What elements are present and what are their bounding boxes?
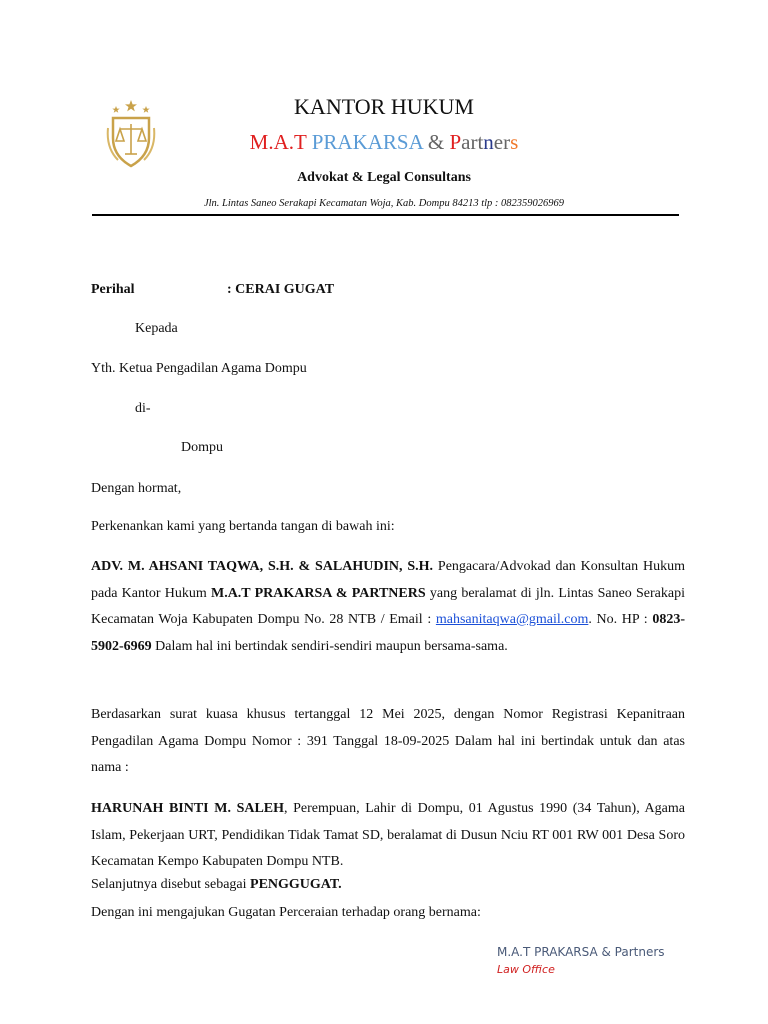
counsel-phone: 0823-5902-6969 [91,612,685,654]
recipient-di: di- [135,401,151,416]
firm-name [0,130,768,155]
firm-name-er: er [493,130,511,154]
counsel-text-1: Pengacara/Advokad dan Konsultan Hukum pada Kantor Hukum [91,559,685,601]
plaintiff-role-text: Selanjutnya disebut sebagai [91,877,251,892]
intro-text: Perkenankan kami yang bertanda tangan di bawah ini: [91,519,395,534]
letterhead-divider [92,214,679,216]
counsel-text-4: Dalam hal ini bertindak sendiri-sendiri maupun bersama-sama. [151,638,508,654]
counsel-names: ADV. M. AHSANI TAQWA, S.H. & SALAHUDIN, S.H. [91,559,434,574]
plaintiff-details: , Perempuan, Lahir di Dompu, 01 Agustus 1990 (34 Tahun), Agama Islam, Pekerjaan URT, Pendidikan Tidak Tamat SD, beralamat di Dusun Nciu RT 001 RW 001 Desa Soro Kecamatan Kempo Kabupaten Dompu NTB. [91,801,685,869]
counsel-text-2: yang beralamat di jln. Lintas Saneo Serakapi Kecamatan Woja Kabupaten Dompu No. 28 NTB / Email : [91,585,685,627]
firm-name-art: art [461,130,484,154]
footer-law-office: Law Office [497,963,555,976]
plaintiff-role: PENGGUGAT. [250,877,342,892]
counsel-firm: M.A.T PRAKARSA & PARTNERS [210,585,426,601]
firm-name-prakarsa: PRAKARSA [311,130,423,154]
footer-firm: M.A.T PRAKARSA & Partners [497,945,665,959]
firm-address: Jln. Lintas Saneo Serakapi Kecamatan Woja, Kab. Dompu 84213 tlp : 082359026969 [203,198,565,209]
firm-name-mat: M.A.T [249,130,307,154]
perihal-value: : CERAI GUGAT [227,282,335,297]
plaintiff-role-line [91,877,342,893]
firm-name-s: s [510,130,519,154]
perihal-label: Perihal [91,282,135,297]
recipient-kepada: Kepada [135,321,178,336]
counsel-text-3: . No. HP : [588,612,653,627]
lawsuit-intro: Dengan ini mengajukan Gugatan Perceraian terhadap orang bernama: [91,905,481,920]
firm-name-n: n [483,130,494,154]
counsel-paragraph [91,554,685,660]
plaintiff-paragraph [91,796,685,876]
letterhead-title: KANTOR HUKUM [294,94,474,119]
plaintiff-name: HARUNAH BINTI M. SALEH [91,801,285,816]
power-of-attorney-paragraph: Berdasarkan surat kuasa khusus tertanggal 12 Mei 2025, dengan Nomor Registrasi Kepanitraan Pengadilan Agama Dompu Nomor : 391 Tanggal 18-09-2025 Dalam hal ini bertindak untuk dan atas nama : [91,707,685,775]
recipient-yth: Yth. Ketua Pengadilan Agama Dompu [91,361,307,376]
counsel-email-link[interactable]: mahsanitaqwa@gmail.com [435,612,589,627]
firm-name-amp: & [427,130,445,154]
recipient-place: Dompu [181,440,223,455]
greeting: Dengan hormat, [91,481,182,496]
firm-name-p: P [449,130,462,154]
firm-tagline: Advokat & Legal Consultans [297,170,471,185]
